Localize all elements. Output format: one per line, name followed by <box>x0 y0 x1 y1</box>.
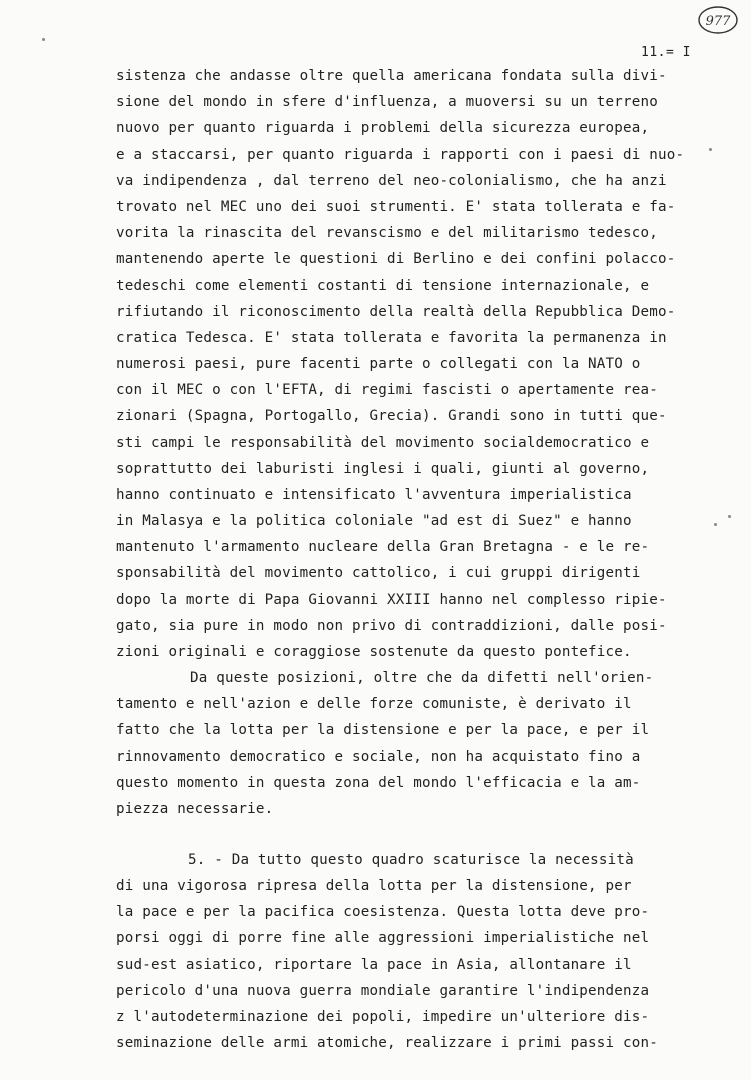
text-line: di una vigorosa ripresa della lotta per la distensione, per <box>116 878 632 894</box>
text-line: Da queste posizioni, oltre che da difetti nell'orien- <box>190 670 654 686</box>
text-line: z l'autodeterminazione dei popoli, impedire un'ulteriore dis- <box>116 1009 650 1025</box>
text-line: piezza necessarie. <box>116 801 274 817</box>
text-line: sponsabilità del movimento cattolico, i cui gruppi dirigenti <box>116 565 641 581</box>
scan-speck <box>728 515 731 518</box>
scan-speck <box>709 148 712 151</box>
text-line: zioni originali e coraggiose sostenute da questo pontefice. <box>116 644 632 660</box>
text-line: nuovo per quanto riguarda i problemi della sicurezza europea, <box>116 120 650 136</box>
text-line: sistenza che andasse oltre quella americana fondata sulla divi- <box>116 68 667 84</box>
text-line: 5. - Da tutto questo quadro scaturisce la necessità <box>188 852 634 868</box>
text-line: pericolo d'una nuova guerra mondiale garantire l'indipendenza <box>116 983 650 999</box>
text-line: dopo la morte di Papa Giovanni XXIII hanno nel complesso ripie- <box>116 592 667 608</box>
text-line: sud-est asiatico, riportare la pace in Asia, allontanare il <box>116 957 632 973</box>
text-line: tamento e nell'azion e delle forze comuniste, è derivato il <box>116 696 632 712</box>
scan-speck <box>714 523 717 526</box>
scan-speck <box>42 38 45 41</box>
text-line: numerosi paesi, pure facenti parte o collegati con la NATO o <box>116 356 641 372</box>
archive-stamp-circle <box>697 5 739 35</box>
text-line: sione del mondo in sfere d'influenza, a muoversi su un terreno <box>116 94 658 110</box>
archive-number: 977 <box>705 14 731 29</box>
text-line: fatto che la lotta per la distensione e per la pace, e per il <box>116 722 650 738</box>
page-number: 11.= I <box>641 45 691 60</box>
archive-stamp <box>697 5 739 35</box>
text-line: tedeschi come elementi costanti di tensione internazionale, e <box>116 278 650 294</box>
text-line: con il MEC o con l'EFTA, di regimi fascisti o apertamente rea- <box>116 382 658 398</box>
text-line: va indipendenza , dal terreno del neo-colonialismo, che ha anzi <box>116 173 667 189</box>
text-line: gato, sia pure in modo non privo di contraddizioni, dalle posi- <box>116 618 667 634</box>
text-line: hanno continuato e intensificato l'avventura imperialistica <box>116 487 632 503</box>
text-line: soprattutto dei laburisti inglesi i quali, giunti al governo, <box>116 461 650 477</box>
text-line: seminazione delle armi atomiche, realizzare i primi passi con- <box>116 1035 658 1051</box>
text-line: mantenuto l'armamento nucleare della Gran Bretagna - e le re- <box>116 539 650 555</box>
text-line: sti campi le responsabilità del movimento socialdemocratico e <box>116 435 650 451</box>
text-line: rinnovamento democratico e sociale, non ha acquistato fino a <box>116 749 641 765</box>
text-line: zionari (Spagna, Portogallo, Grecia). Grandi sono in tutti que- <box>116 408 667 424</box>
text-line: la pace e per la pacifica coesistenza. Questa lotta deve pro- <box>116 904 650 920</box>
text-line: porsi oggi di porre fine alle aggressioni imperialistiche nel <box>116 930 650 946</box>
text-line: mantenendo aperte le questioni di Berlino e dei confini polacco- <box>116 251 676 267</box>
text-line: in Malasya e la politica coloniale "ad est di Suez" e hanno <box>116 513 632 529</box>
text-line: trovato nel MEC uno dei suoi strumenti. E' stata tollerata e fa- <box>116 199 676 215</box>
text-line: questo momento in questa zona del mondo l'efficacia e la am- <box>116 775 641 791</box>
text-line: cratica Tedesca. E' stata tollerata e favorita la permanenza in <box>116 330 667 346</box>
text-line: e a staccarsi, per quanto riguarda i rapporti con i paesi di nuo- <box>116 147 685 163</box>
text-line: rifiutando il riconoscimento della realtà della Repubblica Demo- <box>116 304 676 320</box>
text-line: vorita la rinascita del revanscismo e del militarismo tedesco, <box>116 225 658 241</box>
